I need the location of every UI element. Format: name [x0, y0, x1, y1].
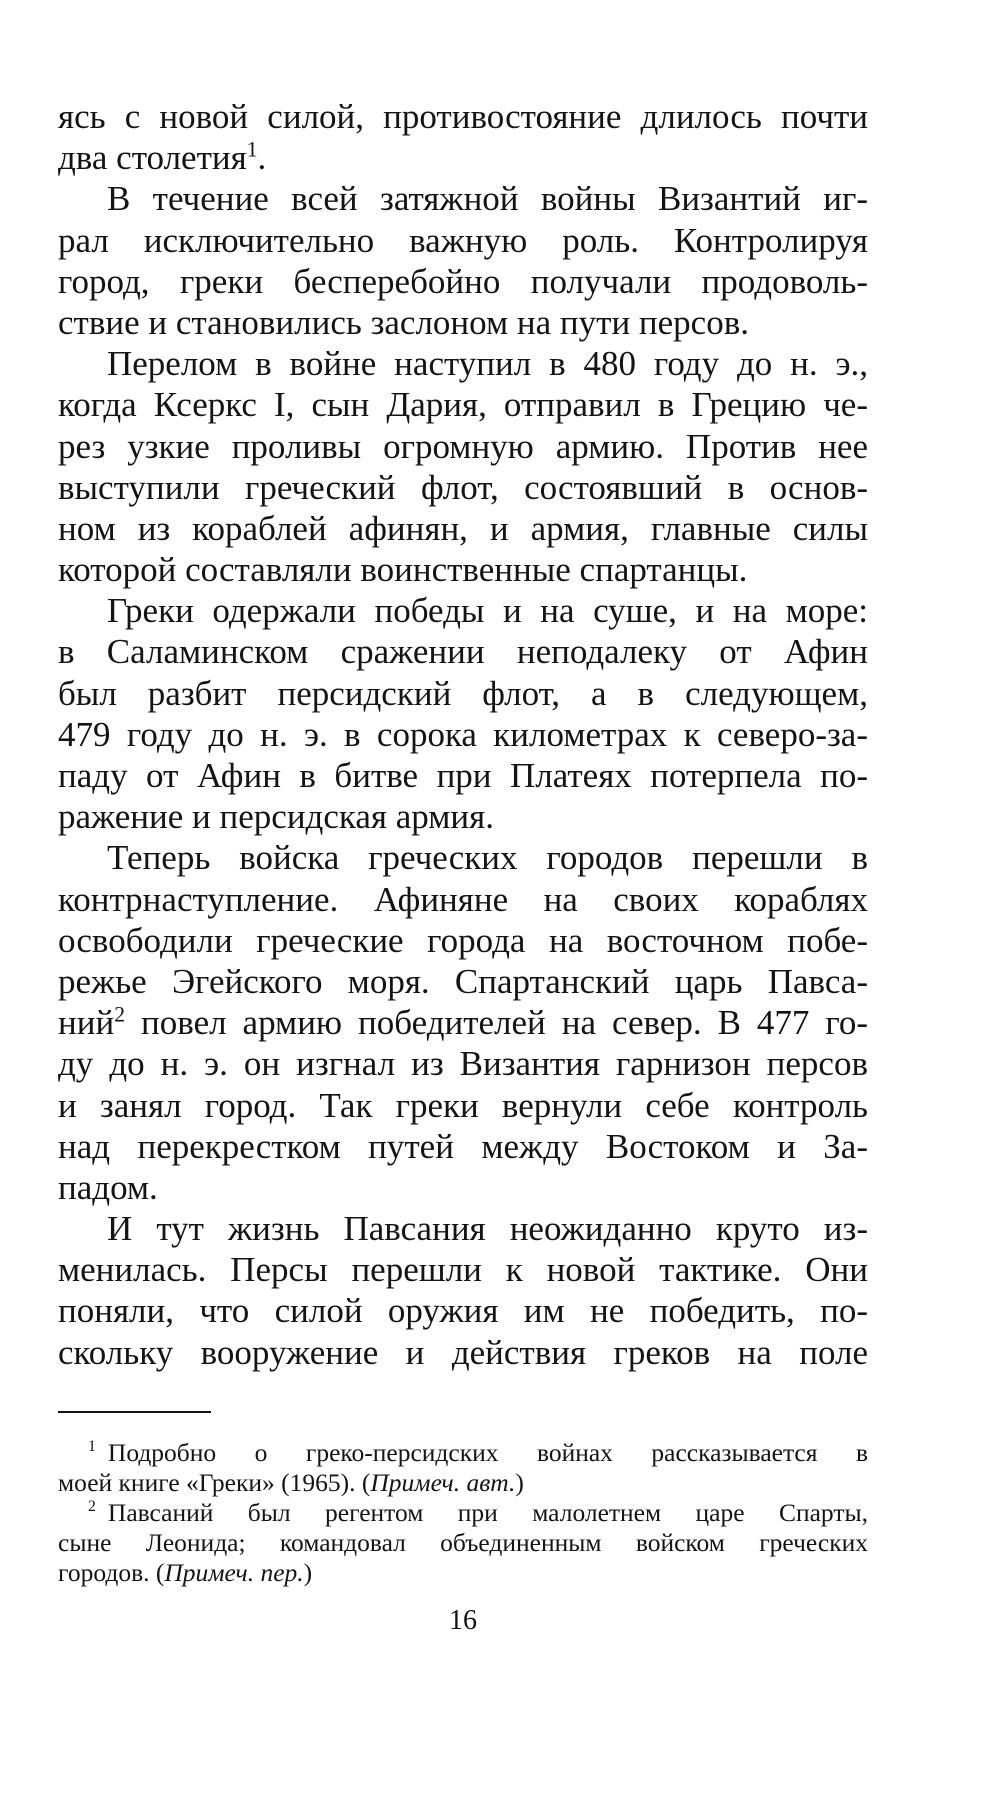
- footnote-line: [58, 1438, 868, 1468]
- footnote-attribution: Примеч. пер.: [164, 1557, 304, 1587]
- text-line: два столетия$^1$.: [58, 137, 267, 178]
- footnote-ref-1[interactable]: 1: [246, 137, 258, 162]
- paragraph-5: [58, 837, 868, 1208]
- text-line: поняли, что силой оружия им не победить, по-: [58, 1291, 868, 1331]
- text-line: ду до н. э. он изгнал из Византия гарнизон персов: [58, 1044, 868, 1084]
- footnote-1: [58, 1438, 868, 1498]
- text-span: ): [515, 1467, 524, 1497]
- text-line: когда Ксеркс I, сын Дария, отправил в Грецию че-: [58, 385, 868, 425]
- text-line: и занял город. Так греки вернули себе контроль: [58, 1085, 868, 1125]
- book-page: [58, 96, 868, 1588]
- footnote-2: [58, 1498, 868, 1588]
- footnote-marker: 2: [88, 1498, 96, 1516]
- text-line: в Саламинском сражении неподалеку от Афин: [58, 632, 868, 672]
- footnote-ref-2[interactable]: 2: [114, 1002, 126, 1027]
- text-line: Греки одержали победы и на суше, и на море:: [107, 591, 868, 631]
- footnote-separator: [58, 1411, 211, 1413]
- text-line: Теперь войска греческих городов перешли в: [107, 838, 868, 878]
- text-line: В течение всей затяжной войны Византий иг-: [107, 179, 868, 219]
- text-line: ном из кораблей афинян, и армия, главные силы: [58, 508, 868, 548]
- text-line: рез узкие проливы огромную армию. Против нее: [58, 426, 868, 466]
- text-span: ): [303, 1557, 313, 1587]
- text-line: падом.: [58, 1167, 158, 1207]
- text-span: моей книге «Греки» (1965). (: [58, 1467, 371, 1497]
- page-number: 16: [449, 1605, 477, 1636]
- paragraph-6: [58, 1208, 868, 1373]
- text-line: город, греки бесперебойно получали продоволь-: [58, 261, 868, 301]
- footnotes: [58, 1438, 868, 1588]
- text-line: которой составляли воинственные спартанцы.: [58, 550, 748, 590]
- text-span: Подробно о греко-персидских войнах рассказывается в: [107, 1437, 868, 1467]
- text-line: Перелом в войне наступил в 480 году до н. э.,: [107, 344, 868, 384]
- text-line: 479 году до н. э. в сорока километрах к северо-за-: [58, 714, 868, 754]
- text-line: менилась. Персы перешли к новой тактике. Они: [58, 1250, 868, 1290]
- text-line: режье Эгейского моря. Спартанский царь Павса-: [58, 961, 868, 1001]
- footnote-line: сыне Леонида; командовал объединенным войском греческих: [58, 1527, 868, 1557]
- text-line: скольку вооружение и действия греков на поле: [58, 1332, 868, 1372]
- paragraph-2: [58, 178, 868, 343]
- text-span: Павсаний был регентом при малолетнем царе Спарты,: [107, 1497, 868, 1527]
- text-span: ний: [58, 1003, 115, 1043]
- text-line: ствие и становились заслоном на пути персов.: [58, 302, 749, 342]
- text-span: городов. (: [58, 1557, 165, 1587]
- text-line: ражение и персидская армия.: [58, 797, 494, 837]
- paragraph-1: [58, 96, 868, 178]
- text-line: И тут жизнь Павсания неожиданно круто из-: [107, 1209, 868, 1249]
- text-span: два столетия: [58, 138, 247, 178]
- paragraph-3: [58, 343, 868, 590]
- text-line: [58, 1002, 868, 1043]
- footnote-line: [58, 1498, 868, 1528]
- text-span: повел армию победителей на север. В 477 го-: [125, 1003, 868, 1043]
- text-line: контрнаступление. Афиняне на своих кораблях: [58, 879, 868, 919]
- text-line: был разбит персидский флот, а в следующем,: [58, 673, 868, 713]
- footnote-line: [58, 1558, 868, 1588]
- text-line: ясь с новой силой, противостояние длилось почти: [58, 97, 868, 136]
- footnote-attribution: Примеч. авт.: [370, 1467, 516, 1497]
- text-line: над перекрестком путей между Востоком и За-: [58, 1126, 868, 1166]
- text-line: рал исключительно важную роль. Контролируя: [58, 220, 868, 260]
- text-line: освободили греческие города на восточном побе-: [58, 920, 868, 960]
- text-line: выступили греческий флот, состоявший в основ-: [58, 467, 868, 507]
- text-line: паду от Афин в битве при Платеях потерпела по-: [58, 756, 868, 795]
- paragraph-4: [58, 590, 868, 837]
- footnote-marker: 1: [88, 1438, 96, 1456]
- footnote-line: [58, 1468, 868, 1498]
